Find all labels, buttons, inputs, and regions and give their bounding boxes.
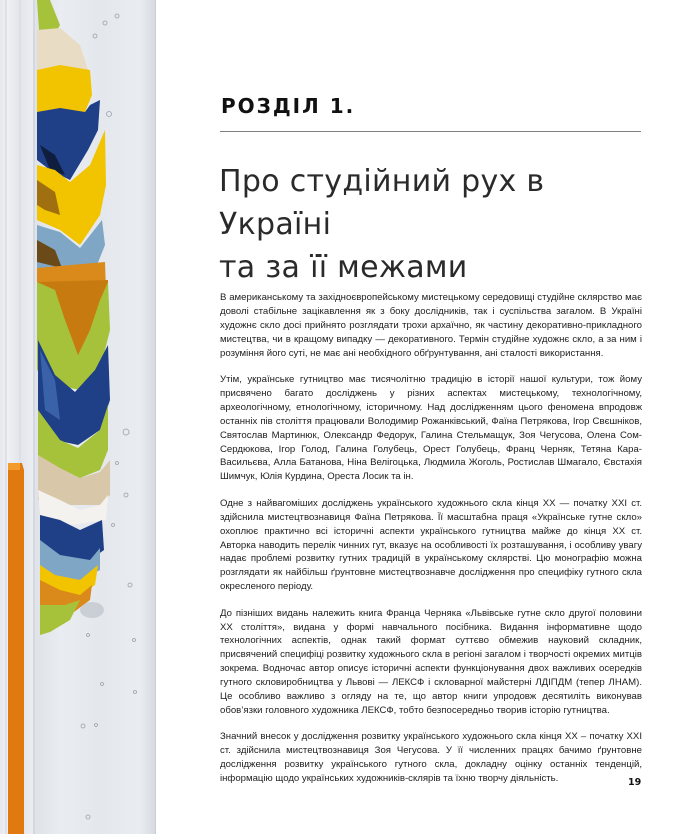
paragraph: Одне з найвагоміших досліджень українського художнього скла кінця XX — початку XXI ст. здійснила мистецтвознавиця Фаїна Петрякова. Її масштабна праця «Українське гутне скло» охоплює практично всі історичні аспекти українського гутництва майже до кінця XX ст. Авторка наводить перелік чинних гут, вказує на особливості їх розташування, і особливу увагу надає проблемі розвитку гутних традицій в українському склярстві. Цю монографію можна розглядати як найбільш ґрунтовне мистецтвознавче дослідження про специфіку гутного скла окресленого періоду. xyxy=(220,497,642,593)
paragraph: В американському та західноєвропейському мистецькому середовищі студійне склярство має доволі стабільне зацікавлення як з боку дослідників, так і суспільства загалом. В Україні художнє скло досі прийнято розглядати трохи архаїчно, як частину декоративно-прикладного мистецтва, чи в кращому випадку — декоративного. Термін студійне художнє скло, а за ним і розуміння його суті, не має ані необхідного обґрунтування, ані сталості використання. xyxy=(220,292,642,359)
body-text xyxy=(220,291,642,799)
paragraph: Значний внесок у дослідження розвитку українського художнього скла кінця XX – початку XXI ст. здійснила мистецтвознавиця Зоя Чегусова. У її численних працях бачимо ґрунтовне дослідження розвитку українського гутного скла, докладну оцінку останніх тенденцій, інформацію щодо українських художників-склярів та їхню творчу діяльність. xyxy=(220,731,642,785)
chapter-title-line-2: та за її межами xyxy=(219,250,468,285)
glass-art-illustration xyxy=(0,0,155,834)
chapter-title xyxy=(219,160,659,289)
heading-divider xyxy=(220,131,641,132)
glass-art-photo xyxy=(0,0,156,834)
chapter-label: РОЗДІЛ 1. xyxy=(221,94,356,118)
paragraph: До пізніших видань належить книга Франца Черняка «Львівське гутне скло другої половини XX століття», видана у формі навчального посібника. Видання інформативне щодо технологічних аспектів, однак такий формат суттєво обмежив науковий складник, присвячений специфіці розвитку художнього скла в регіоні загалом і творчості окремих митців зокрема. Водночас автор описує історичні аспекти функціонування двох важливих осередків гутного скловиробництва у Львові — ЛЕКСФ і скловарної майстерні ЛДІПДМ (тепер ЛНАМ). Це особливо важливо з огляду на те, що автор книги упродовж десятиліть виконував обов’язки головного художника ЛЕКСФ, тобто безпосередньо творив історію гутництва. xyxy=(220,607,642,716)
page-number: 19 xyxy=(628,777,642,788)
paragraph: Утім, українське гутництво має тисячолітню традицію в історії нашої культури, тож йому присвячено багато досліджень у різних аспектах мистецькому, технологічному, археологічному, етнологічному, історичному. Над дослідженням цього феномена впродовж останніх пів століття працювали Володимир Рожанківський, Фаїна Петрякова, Ігор Свєшніков, Святослав Мартинюк, Олександр Федорук, Галина Стельмащук, Зоя Чегусова, Олена Сом-Сердюкова, Ігор Голод, Галина Голубець, Орест Голубець, Франц Черняк, Тетяна Кара-Васильєва, Алла Батанова, Ніна Велігоцька, Людмила Жоголь, Ростислав Шмагало, Євстахія Шимчук, Юлія Курдина, Ореста Лосик та ін. xyxy=(220,374,642,483)
chapter-title-line-1: Про студійний рух в Україні xyxy=(219,164,545,242)
